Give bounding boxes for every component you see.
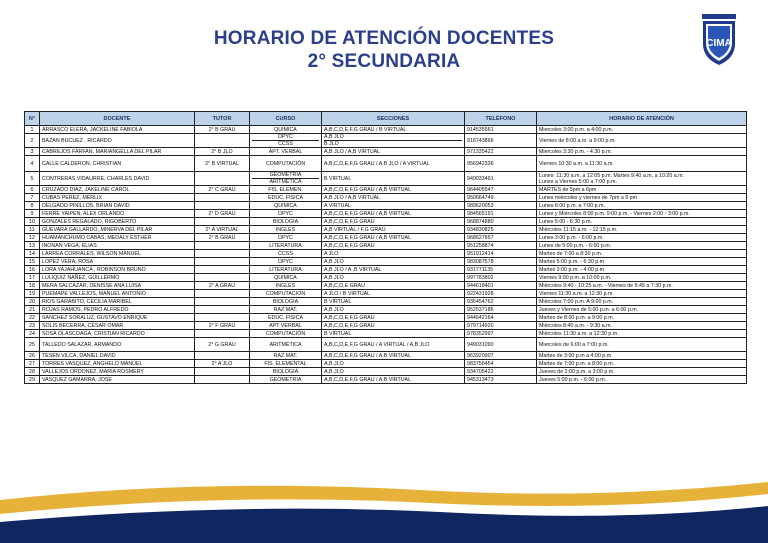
- horario-cell: Martes de 8:00 p.m. a 9:00 p.m.: [537, 314, 747, 322]
- table-row: [25, 330, 747, 338]
- table-row: [25, 368, 747, 376]
- docente-cell: PUEMAPE VALLEJOS, MANUEL ANTONIO: [40, 290, 195, 298]
- secciones-cell: A,B,C,D,E,F,G GRAU / A,B VIRTUAL: [322, 376, 465, 384]
- tutor-cell: [195, 202, 250, 210]
- table-row: [25, 218, 747, 226]
- tutor-cell: [195, 134, 250, 148]
- secciones-cell: A,B JLO / A,B VIRTUAL: [322, 194, 465, 202]
- horario-cell: Lunes de 5:00 p.m. - 6:00 p.m.: [537, 242, 747, 250]
- secciones-cell: B VIRTUAL: [322, 172, 465, 186]
- curso-cell: DPYC: [250, 258, 322, 266]
- horario-cell: Lunes 3:00 p.m. - 6:00 p.m.: [537, 234, 747, 242]
- tutor-cell: [195, 306, 250, 314]
- telefono-cell: 944618401: [465, 282, 537, 290]
- row-number: 7: [25, 194, 40, 202]
- table-row: [25, 210, 747, 218]
- secciones-cell: A,B,C,D,E,F,G GRAU / A,B VIRTUAL: [322, 352, 465, 360]
- table-row: [25, 274, 747, 282]
- secciones-cell-line: B JLO: [324, 140, 462, 147]
- row-number: 24: [25, 330, 40, 338]
- secciones-cell: A,B,C,D,E,F,G GRAU / A,B VIRTUAL: [322, 210, 465, 218]
- docente-cell: SOLIS BECERRA, CESAR OMAR: [40, 322, 195, 330]
- row-number: 19: [25, 290, 40, 298]
- docente-cell: TORRES VASQUEZ, ANGHELO MANUEL: [40, 360, 195, 368]
- table-header-row: [25, 112, 747, 126]
- telefono-cell: 914535561: [465, 126, 537, 134]
- docente-cell: CUBAS PEREZ, MERLIX: [40, 194, 195, 202]
- docente-cell: CONTRERAS VIDAURRE, CHARLES DAVID: [40, 172, 195, 186]
- telefono-cell: 936454762: [465, 298, 537, 306]
- curso-cell: QUIMICA: [250, 274, 322, 282]
- secciones-cell: A,B,C,D,E,F,G GRAU: [322, 314, 465, 322]
- table-row: [25, 338, 747, 352]
- curso-cell: ARITMÉTICA: [250, 338, 322, 352]
- telefono-cell: 978352997: [465, 330, 537, 338]
- row-number: 1: [25, 126, 40, 134]
- secciones-cell: A,B JLO: [322, 258, 465, 266]
- telefono-cell: 983756454: [465, 360, 537, 368]
- horario-cell: Viernes 11:30 a.m. a 12:30 p.m.: [537, 290, 747, 298]
- tutor-cell: [195, 194, 250, 202]
- row-number: 9: [25, 210, 40, 218]
- docente-cell: GONZALES REGALADO, RIGOBERTO: [40, 218, 195, 226]
- column-header-telefono: TELÉFONO: [465, 112, 537, 126]
- column-header-curso: CURSO: [250, 112, 322, 126]
- curso-cell: FIS. ELEMENTAL: [250, 360, 322, 368]
- curso-cell: APT. VERBAL: [250, 148, 322, 156]
- row-number: 16: [25, 266, 40, 274]
- row-number: 21: [25, 306, 40, 314]
- tutor-cell: [195, 250, 250, 258]
- logo-text: CIMA: [706, 38, 732, 49]
- horario-cell: Martes de 7:00 a 8:30 p.m.: [537, 250, 747, 258]
- horario-cell: Lunes 6:00 p.m. a 7:00 p.m.: [537, 202, 747, 210]
- secciones-cell: A,B,C,D,E,F,G GRAU / B VIRTUAL: [322, 126, 465, 134]
- row-number: 28: [25, 368, 40, 376]
- horario-cell: Lunes 5:00 - 6:30 p.m.: [537, 218, 747, 226]
- table-row: [25, 282, 747, 290]
- tutor-cell: [195, 330, 250, 338]
- docente-cell: TESEN VILCA, DANIEL DAVID: [40, 352, 195, 360]
- curso-cell: INGLES: [250, 226, 322, 234]
- tutor-cell: 2° C GRAU: [195, 186, 250, 194]
- table-row: [25, 376, 747, 384]
- secciones-cell: A,B,C,D,E,F,G GRAU: [322, 242, 465, 250]
- school-crest-logo: [700, 14, 738, 66]
- curso-cell: BIOLOGIA: [250, 218, 322, 226]
- secciones-cell: B VIRTUAL: [322, 330, 465, 338]
- telefono-cell: 945313473: [465, 376, 537, 384]
- tutor-cell: [195, 290, 250, 298]
- table-row: [25, 360, 747, 368]
- horario-cell: Martes 5:00 p.m. - 6:30 p.m.: [537, 258, 747, 266]
- telefono-cell: 983087578: [465, 258, 537, 266]
- table-row: [25, 306, 747, 314]
- docente-cell: MERA SALCAZAR, DENISSE ANA LUISA: [40, 282, 195, 290]
- row-number: 13: [25, 242, 40, 250]
- telefono-cell: 964405547: [465, 186, 537, 194]
- horario-cell: Martes de 7:00 p.m. a 8:00 p.m.: [537, 360, 747, 368]
- tutor-cell: 2° A VIRTUAL: [195, 226, 250, 234]
- row-number: 10: [25, 218, 40, 226]
- secciones-cell: A,B,C,D,E GRAU: [322, 282, 465, 290]
- table-row: [25, 194, 747, 202]
- curso-cell: CCSS: [250, 250, 322, 258]
- table-row: [25, 148, 747, 156]
- tutor-cell: 2° D GRAU: [195, 210, 250, 218]
- docente-cell: LULIQUIZ NAÑEZ, GUILLERMO: [40, 274, 195, 282]
- secciones-cell: A,B JLO / A,B VIRTUAL: [322, 148, 465, 156]
- curso-cell: COMPUTACION: [250, 290, 322, 298]
- table-row: [25, 186, 747, 194]
- row-number: 14: [25, 250, 40, 258]
- docente-cell: BAZAN BUCUEZ , RICARDO: [40, 134, 195, 148]
- tutor-cell: 2° G GRAU: [195, 338, 250, 352]
- horario-cell: MARTES de 5pm a 6pm: [537, 186, 747, 194]
- curso-cell: EDUC. FISICA: [250, 194, 322, 202]
- curso-cell: LITERATURA: [250, 266, 322, 274]
- table-row: [25, 156, 747, 172]
- tutor-cell: [195, 266, 250, 274]
- docente-cell: SANCHEZ SORALUZ, GUSTAVO ENRIQUE: [40, 314, 195, 322]
- footer-wave-decoration: [0, 470, 768, 543]
- curso-cell: BIOLOGIA: [250, 368, 322, 376]
- horario-cell: Jueves y Viernes de 5:00 p.m. a 6:00 p.m.: [537, 306, 747, 314]
- table-row: [25, 242, 747, 250]
- row-number: 5: [25, 172, 40, 186]
- telefono-cell: 934830825: [465, 226, 537, 234]
- curso-cell-line: GEOMETRIA: [269, 172, 302, 178]
- docente-cell: GUEVARA GALLARDO, MINERVA DEL PILAR: [40, 226, 195, 234]
- secciones-cell: A,B JLO: [322, 368, 465, 376]
- telefono-cell: 952537186: [465, 306, 537, 314]
- curso-cell: LITERATURA: [250, 242, 322, 250]
- curso-cell: EDUC. FISICA: [250, 314, 322, 322]
- docente-cell: ROJAS RAMOS, PEDRO ALFREDO: [40, 306, 195, 314]
- row-number: 15: [25, 258, 40, 266]
- secciones-cell: A,B JLO: [322, 360, 465, 368]
- secciones-cell: A,B,C,D,E,F,G GRAU: [322, 322, 465, 330]
- telefono-cell: 916743866: [465, 134, 537, 148]
- column-header-horario: HORARIO DE ATENCIÓN: [537, 112, 747, 126]
- table-row: [25, 290, 747, 298]
- docente-cell: HUAMANCHUMO CABAS, MEDALY ESTHER: [40, 234, 195, 242]
- secciones-cell: A,B,C,D,E,F,G GRAU: [322, 218, 465, 226]
- tutor-cell: [195, 298, 250, 306]
- table-row: [25, 322, 747, 330]
- row-number: 17: [25, 274, 40, 282]
- table-row: [25, 202, 747, 210]
- teacher-schedule-table: [24, 111, 747, 384]
- curso-cell: FIS. ELEMEN.: [250, 186, 322, 194]
- row-number: 2: [25, 134, 40, 148]
- curso-cell: RAZ MAT.: [250, 352, 322, 360]
- docente-cell: VALLEJOS ORDONEZ, MARIA ROSMERY: [40, 368, 195, 376]
- curso-cell: APT VERBAL: [250, 322, 322, 330]
- tutor-cell: 2° A GRAU: [195, 282, 250, 290]
- docente-cell: ARRASCO ELERA, JACKELINE FABIOLA: [40, 126, 195, 134]
- secciones-cell: A,B,C,D,E,F,G GRAU / A,B JLO / A VIRTUAL: [322, 156, 465, 172]
- row-number: 6: [25, 186, 40, 194]
- curso-cell: COMPUTACIÓN: [250, 156, 322, 172]
- row-number: 22: [25, 314, 40, 322]
- telefono-cell: 968627857: [465, 234, 537, 242]
- horario-cell: Jueves 5:00 p.m. - 6:00 p.m.: [537, 376, 747, 384]
- tutor-cell: [195, 258, 250, 266]
- telefono-cell: 963920907: [465, 352, 537, 360]
- docente-cell: VASQUEZ GAMARRA, JOSE: [40, 376, 195, 384]
- tutor-cell: 2° B JLO: [195, 148, 250, 156]
- table-row: [25, 234, 747, 242]
- row-number: 26: [25, 352, 40, 360]
- horario-cell: Lunes y Miércoles 8:00 p.m. 9:00 p.m. - Viernes 2:00 - 3:00 p.m.: [537, 210, 747, 218]
- telefono-cell: 922431928: [465, 290, 537, 298]
- telefono-cell: 944642164: [465, 314, 537, 322]
- docente-cell: CABREJOS FARFAN, MARIANGELLA DEL PILAR: [40, 148, 195, 156]
- docente-cell: LOPEZ VERA, ROSA: [40, 258, 195, 266]
- telefono-cell: 949033491: [465, 172, 537, 186]
- docente-cell: FERRE YAIPEN, ALEX ORLANDO: [40, 210, 195, 218]
- table-row: [25, 314, 747, 322]
- horario-cell: Martes 3:00 p.m. - 4:00 p.m.: [537, 266, 747, 274]
- telefono-cell: 984565191: [465, 210, 537, 218]
- column-header-tutor: TUTOR: [195, 112, 250, 126]
- row-number: 11: [25, 226, 40, 234]
- docente-cell: INONAN VEGA, ELIAS: [40, 242, 195, 250]
- secciones-cell: A,B JLO: [322, 306, 465, 314]
- horario-cell-line: Lunes a Viernes 5:00 a 7:00 p.m.: [539, 178, 617, 185]
- curso-cell: QUIMICA: [250, 202, 322, 210]
- table-row: [25, 258, 747, 266]
- tutor-cell: 2° A JLO: [195, 360, 250, 368]
- table-row: [25, 226, 747, 234]
- telefono-cell: 934705422: [465, 368, 537, 376]
- row-number: 12: [25, 234, 40, 242]
- curso-cell-line: ARITMÉTICA: [252, 178, 319, 185]
- curso-cell: [250, 172, 322, 186]
- tutor-cell: [195, 368, 250, 376]
- horario-cell: Miercoles 3:30 p.m. - 4:30 p.m.: [537, 148, 747, 156]
- horario-cell: Lunes miércoles y viernes de 7pm a 9 pm: [537, 194, 747, 202]
- secciones-cell: A JLO: [322, 250, 465, 258]
- horario-cell: Viernes de 8:00 a.m. a 9:00 p.m.: [537, 134, 747, 148]
- docente-cell: DELGADO PINILLOS, BRIAN DAVID: [40, 202, 195, 210]
- page-title: HORARIO DE ATENCIÓN DOCENTES: [213, 28, 555, 49]
- table-row: [25, 266, 747, 274]
- column-header-secciones: SECCIONES: [322, 112, 465, 126]
- horario-cell: [537, 172, 747, 186]
- horario-cell: Jueves de 2:00 p.m. a 3:00 p.m.: [537, 368, 747, 376]
- column-header-docente: DOCENTE: [40, 112, 195, 126]
- tutor-cell: [195, 242, 250, 250]
- table-row: [25, 134, 747, 148]
- tutor-cell: 2° B GRAU: [195, 234, 250, 242]
- column-header-number: N°: [25, 112, 40, 126]
- secciones-cell: A,B,C,D,E,F,G GRAU / A,B VIRTUAL: [322, 234, 465, 242]
- tutor-cell: 2° B GRAU: [195, 126, 250, 134]
- row-number: 4: [25, 156, 40, 172]
- horario-cell: Viernes 9:00 p.m. a 10:00 p.m.: [537, 274, 747, 282]
- horario-cell: Miercoles de 6:00 a 7:00 p.m.: [537, 338, 747, 352]
- row-number: 23: [25, 322, 40, 330]
- telefono-cell: 989620053: [465, 202, 537, 210]
- secciones-cell: A,B JLO: [322, 274, 465, 282]
- telefono-cell: 949031090: [465, 338, 537, 352]
- row-number: 20: [25, 298, 40, 306]
- secciones-cell: A,B JLO / A ,B VIRTUAL: [322, 266, 465, 274]
- secciones-cell: B VIRTUAL: [322, 298, 465, 306]
- curso-cell-line: CCSS: [252, 140, 319, 147]
- horario-cell: Miércoles 7:00 p.m. A 9:00 p.m.: [537, 298, 747, 306]
- table-row: [25, 126, 747, 134]
- page-subtitle: 2° SECUNDARIA: [307, 51, 461, 72]
- docente-cell: CALLE CALDERON, CHRISTIAN: [40, 156, 195, 172]
- secciones-cell: [322, 134, 465, 148]
- docente-cell: LARREA CORRALES, WILSON MANUEL: [40, 250, 195, 258]
- table-row: [25, 298, 747, 306]
- secciones-cell: A VIRTUAL: [322, 202, 465, 210]
- horario-cell: Miércoles 9:40 - 10:25 a.m. - Viernes de 6:45 a 7:30 p.m.: [537, 282, 747, 290]
- tutor-cell: 2° F GRAU: [195, 322, 250, 330]
- table-row: [25, 352, 747, 360]
- tutor-cell: [195, 314, 250, 322]
- telefono-cell: 956942336: [465, 156, 537, 172]
- tutor-cell: [195, 352, 250, 360]
- telefono-cell: 997783802: [465, 274, 537, 282]
- row-number: 18: [25, 282, 40, 290]
- row-number: 8: [25, 202, 40, 210]
- telefono-cell: 951912414: [465, 250, 537, 258]
- secciones-cell: A JLO / B VIRTUAL: [322, 290, 465, 298]
- tutor-cell: [195, 218, 250, 226]
- telefono-cell: 979714920: [465, 322, 537, 330]
- horario-cell: Martes de 3:00 p.m a 4:00 p.m.: [537, 352, 747, 360]
- tutor-cell: [195, 376, 250, 384]
- curso-cell: RAZ MAT.: [250, 306, 322, 314]
- docente-cell: TALLEDO SALAZAR, ARMANDO: [40, 338, 195, 352]
- horario-cell: Miércoles 11:30 a.m. a 12:30 p.m.: [537, 330, 747, 338]
- telefono-cell: 971335422: [465, 148, 537, 156]
- row-number: 27: [25, 360, 40, 368]
- docente-cell: LORA YAJAHUANCA , ROBINSON BRUNO: [40, 266, 195, 274]
- telefono-cell: 950664749: [465, 194, 537, 202]
- curso-cell: GEOMETRIA: [250, 376, 322, 384]
- table-row: [25, 250, 747, 258]
- curso-cell: [250, 134, 322, 148]
- telefono-cell: 951258874: [465, 242, 537, 250]
- row-number: 29: [25, 376, 40, 384]
- curso-cell: COMPUTACIÓN: [250, 330, 322, 338]
- horario-cell: Miercoles 3:00 p.m. a 4:00 p.m.: [537, 126, 747, 134]
- horario-cell: Viernes 10:30 a.m. a 11:30 a.m.: [537, 156, 747, 172]
- docente-cell: RIOS GARABITO, CECILIA MARIBEL: [40, 298, 195, 306]
- curso-cell: BIOLOGIA: [250, 298, 322, 306]
- horario-cell: Miércoles 8:40 a.m. - 9:30 a.m.: [537, 322, 747, 330]
- tutor-cell: 2° B VIRTUAL: [195, 156, 250, 172]
- curso-cell-line: DPYC: [278, 134, 293, 140]
- curso-cell: QUIMICA: [250, 126, 322, 134]
- row-number: 3: [25, 148, 40, 156]
- curso-cell: DPYC: [250, 210, 322, 218]
- docente-cell: SOSA OLASCOAGA, CRISTIAN RICARDO: [40, 330, 195, 338]
- table-row: [25, 172, 747, 186]
- secciones-cell: A,B VIRTUAL / F,G GRAU: [322, 226, 465, 234]
- tutor-cell: [195, 274, 250, 282]
- horario-cell: Miércoles 11:15 a.m. - 12:15 p.m.: [537, 226, 747, 234]
- docente-cell: CRUZADO DIAZ, JAKELINE CAROL: [40, 186, 195, 194]
- telefono-cell: 968874880: [465, 218, 537, 226]
- secciones-cell: A,B,C,D,E,F,G GRAU / A VIRTUAL / A,B JLO: [322, 338, 465, 352]
- telefono-cell: 931771135: [465, 266, 537, 274]
- secciones-cell-line: A,B JLO: [324, 134, 344, 140]
- tutor-cell: [195, 172, 250, 186]
- curso-cell: DPYC: [250, 234, 322, 242]
- curso-cell: INGLES: [250, 282, 322, 290]
- horario-cell-line: Lunes: 11:30 a.m. a 12:05 p.m. Martes 9:40 a.m. a 10:20 a.m.: [539, 172, 685, 179]
- row-number: 25: [25, 338, 40, 352]
- secciones-cell: A,B,C,D,E,F,G GRAU / A,B VIRTUAL: [322, 186, 465, 194]
